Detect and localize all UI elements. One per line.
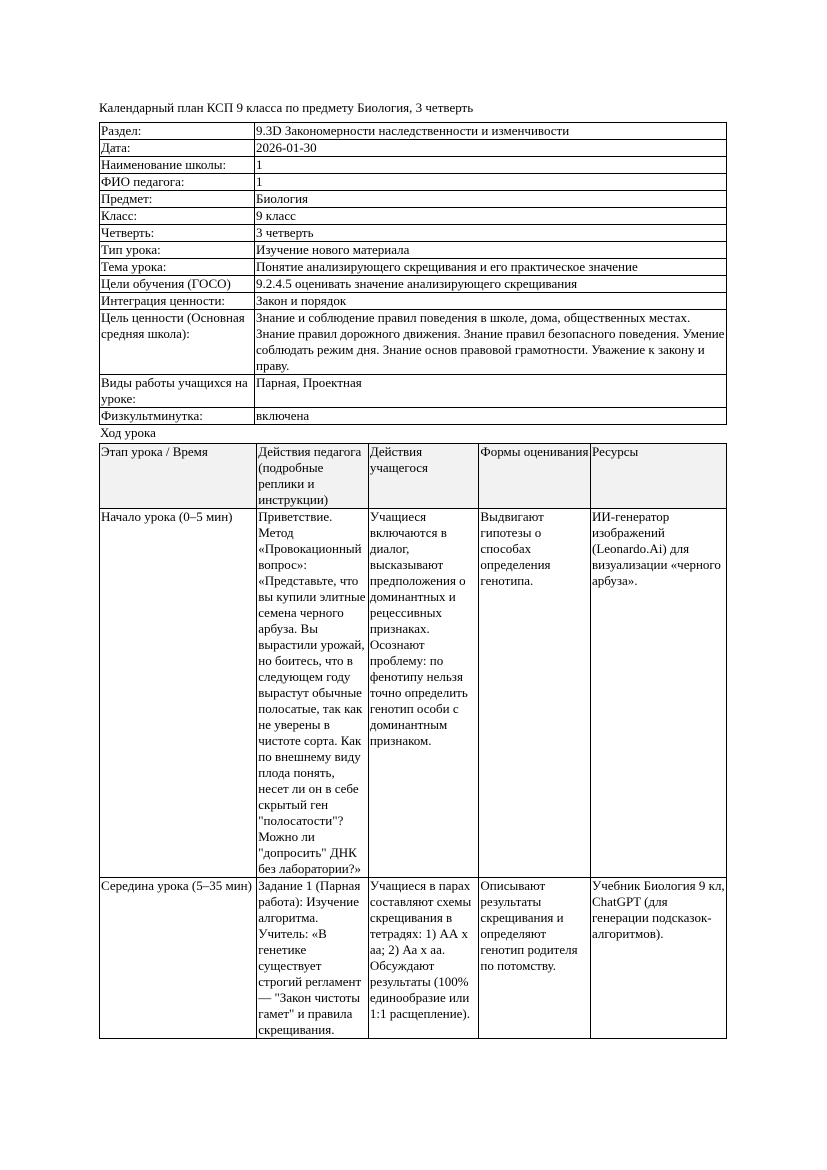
section-title: Ход урока [100, 425, 156, 440]
info-key: Цели обучения (ГОСО) [100, 276, 255, 293]
info-row [100, 225, 727, 242]
document-page [99, 100, 727, 1039]
info-key: Интеграция ценности: [100, 293, 255, 310]
stage-cell: Середина урока (5–35 мин) [100, 878, 257, 1039]
resources-cell: Учебник Биология 9 кл, ChatGPT (для генерации подсказок-алгоритмов). [591, 878, 727, 1039]
assessment-cell: Выдвигают гипотезы о способах определения генотипа. [479, 509, 591, 878]
lesson-plan-table [99, 443, 727, 1039]
info-key: Раздел: [100, 123, 255, 140]
header-teacher-actions: Действия педагога (подробные реплики и инструкции) [257, 444, 369, 509]
info-value: Изучение нового материала [255, 242, 727, 259]
info-key: Дата: [100, 140, 255, 157]
header-stage: Этап урока / Время [100, 444, 257, 509]
info-row [100, 276, 727, 293]
stage-cell: Начало урока (0–5 мин) [100, 509, 257, 878]
info-key: Предмет: [100, 191, 255, 208]
document-title: Календарный план КСП 9 класса по предмету Биология, 3 четверть [99, 100, 474, 115]
info-value: 2026-01-30 [255, 140, 727, 157]
info-value: включена [255, 408, 727, 425]
info-value: Закон и порядок [255, 293, 727, 310]
info-row [100, 191, 727, 208]
info-value: Парная, Проектная [255, 375, 727, 408]
info-value: 1 [255, 174, 727, 191]
info-value: 9 класс [255, 208, 727, 225]
info-value: Понятие анализирующего скрещивания и его практическое значение [255, 259, 727, 276]
info-row [100, 208, 727, 225]
info-value: 1 [255, 157, 727, 174]
info-value: Биология [255, 191, 727, 208]
info-value: 9.2.4.5 оценивать значение анализирующего скрещивания [255, 276, 727, 293]
info-row [100, 259, 727, 276]
info-value: 9.3D Закономерности наследственности и изменчивости [255, 123, 727, 140]
info-row [100, 242, 727, 259]
info-key: Физкультминутка: [100, 408, 255, 425]
info-value: 3 четверть [255, 225, 727, 242]
student-actions-cell: Учащиеся в парах составляют схемы скрещивания в тетрадях: 1) АА х аа; 2) Аа х аа. Обсуждают результаты (100% единообразие или 1:1 расщепление). [368, 878, 479, 1039]
teacher-actions-cell: Приветствие. Метод «Провокационный вопрос»: «Представьте, что вы купили элитные семена черного арбуза. Вы вырастили урожай, но боитесь, что в следующем году вырастут обычные полосатые, так как не уверены в чистоте сорта. Как по внешнему виду плода понять, несет ли он в себе скрытый ген "полосатости"? Можно ли "допросить" ДНК без лаборатории?» [257, 509, 369, 878]
lesson-info-table [99, 122, 727, 425]
info-key: Наименование школы: [100, 157, 255, 174]
info-row [100, 375, 727, 408]
resources-cell: ИИ-генератор изображений (Leonardo.Ai) для визуализации «черного арбуза». [591, 509, 727, 878]
info-row [100, 408, 727, 425]
info-key: Виды работы учащихся на уроке: [100, 375, 255, 408]
info-key: Тема урока: [100, 259, 255, 276]
plan-header-row [100, 444, 727, 509]
info-row [100, 157, 727, 174]
plan-row [100, 509, 727, 878]
info-row [100, 293, 727, 310]
plan-row [100, 878, 727, 1039]
student-actions-cell: Учащиеся включаются в диалог, высказывают предположения о доминантных и рецессивных признаках. Осознают проблему: по фенотипу нельзя точно определить генотип особи с доминантным признаком. [368, 509, 479, 878]
info-row [100, 140, 727, 157]
header-assessment: Формы оценивания [479, 444, 591, 509]
teacher-actions-cell: Задание 1 (Парная работа): Изучение алгоритма. Учитель: «В генетике существует строгий регламент — "Закон чистоты гамет" и правила скрещивания. [257, 878, 369, 1039]
header-student-actions: Действия учащегося [368, 444, 479, 509]
info-key: Тип урока: [100, 242, 255, 259]
info-key: Цель ценности (Основная средняя школа): [100, 310, 255, 375]
info-row [100, 174, 727, 191]
info-value: Знание и соблюдение правил поведения в школе, дома, общественных местах. Знание правил дорожного движения. Знание правил безопасного поведения. Умение соблюдать режим дня. Знание основ правовой грамотности. Уважение к закону и праву. [255, 310, 727, 375]
info-row [100, 123, 727, 140]
header-resources: Ресурсы [591, 444, 727, 509]
info-key: Класс: [100, 208, 255, 225]
info-row [100, 310, 727, 375]
info-key: Четверть: [100, 225, 255, 242]
info-key: ФИО педагога: [100, 174, 255, 191]
assessment-cell: Описывают результаты скрещивания и определяют генотип родителя по потомству. [479, 878, 591, 1039]
